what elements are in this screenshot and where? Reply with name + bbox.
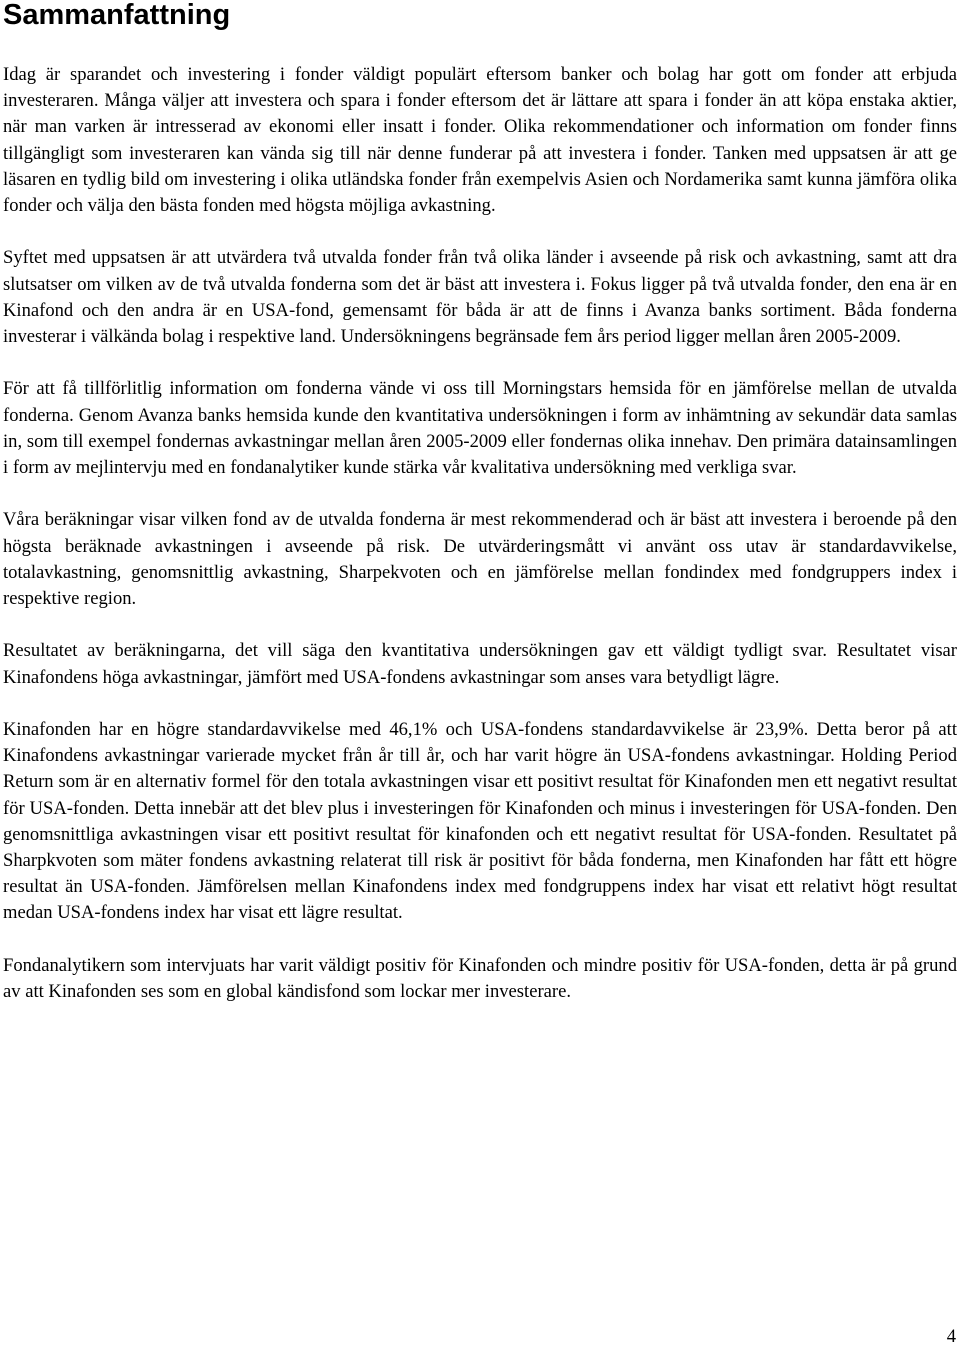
paragraph-calculations: Våra beräkningar visar vilken fond av de utvalda fonderna är mest rekommenderad och är bäst att investera i beroende på den högsta beräknade avkastningen i avseende på risk. De utvärderingsmått vi använt oss utav är standardavvikelse, totalavkastning, genomsnittlig avkastning, Sharpekvoten och en jämförelse mellan fondindex med fondgruppers index i respektive region.	[3, 509, 957, 610]
paragraph-results: Resultatet av beräkningarna, det vill säga den kvantitativa undersökningen gav ett väldigt tydligt svar. Resultatet visar Kinafondens höga avkastningar, jämfört med USA-fondens avkastningar som anses vara betydligt lägre.	[3, 640, 957, 688]
paragraph-standard-deviation: Kinafonden har en högre standardavvikelse med 46,1% och USA-fondens standardavvikelse är 23,9%. Detta beror på att Kinafondens avkastningar varierade mycket från år till år, och har varit högre än USA-fondens avkastningar. Holding Period Return som är en alternativ formel för den totala avkastningen visar ett positivt resultat för Kinafonden men ett negativt resultat för USA-fonden. Detta innebär att det blev plus i investeringen för Kinafonden och minus i investeringen för USA-fonden. Den genomsnittliga avkastningen visar ett positivt resultat för kinafonden och ett negativt resultat för USA-fonden. Resultatet på Sharpkvoten som mäter fondens avkastning relaterat till risk är positivt för båda fonderna, men Kinafonden har fått ett högre resultat än USA-fonden. Jämförelsen mellan Kinafondens index med fondgruppens index har visat ett relativt högt resultat medan USA-fondens index har visat ett lägre resultat.	[3, 719, 957, 924]
page-number: 4	[946, 1326, 956, 1347]
page-title: Sammanfattning	[3, 0, 231, 31]
body-text	[3, 62, 957, 1005]
paragraph-intro: Idag är sparandet och investering i fonder väldigt populärt eftersom banker och bolag har gott om fonder att erbjuda investeraren. Många väljer att investera och spara i fonder eftersom det är lättare att spara i fonder än att köpa enstaka aktier, när man varken är intresserad av ekonomi eller insatt i fonder. Olika rekommendationer och information om fonder finns tillgängligt som investeraren kan vända sig till när denne funderar på att investera i fonder. Tanken med uppsatsen är att ge läsaren en tydlig bild om investering i olika utländska fonder från exempelvis Asien och Nordamerika samt kunna jämföra olika fonder och välja den bästa fonden med högsta möjliga avkastning.	[3, 64, 957, 217]
paragraph-fund-analyst: Fondanalytikern som intervjuats har varit väldigt positiv för Kinafonden och mindre positiv för USA-fonden, detta är på grund av att Kinafonden ses som en global kändisfond som lockar mer investerare.	[3, 954, 957, 1003]
document-page	[3, 0, 957, 1031]
paragraph-method: För att få tillförlitlig information om fonderna vände vi oss till Morningstars hemsida för en jämförelse mellan de utvalda fonderna. Genom Avanza banks hemsida kunde den kvantitativa undersökningen i form av inhämtning av sekundär data samlas in, som till exempel fondernas avkastningar mellan åren 2005-2009 eller fondernas olika innehav. Den primära datainsamlingen i form av mejlintervju med en fondanalytiker kunde stärka vår kvalitativa undersökning med verkliga svar.	[3, 378, 957, 479]
paragraph-purpose: Syftet med uppsatsen är att utvärdera två utvalda fonder från två olika länder i avseende på risk och avkastning, samt att dra slutsatser om vilken av de två utvalda fonderna som det är bäst att investera i. Fokus ligger på två utvalda fonder, den ena är en Kinafond och den andra är en USA-fond, gemensamt för båda är att de finns i Avanza banks sortiment. Båda fonderna investerar i välkända bolag i respektive land. Undersökningens begränsade fem års period ligger mellan åren 2005-2009.	[3, 247, 957, 348]
